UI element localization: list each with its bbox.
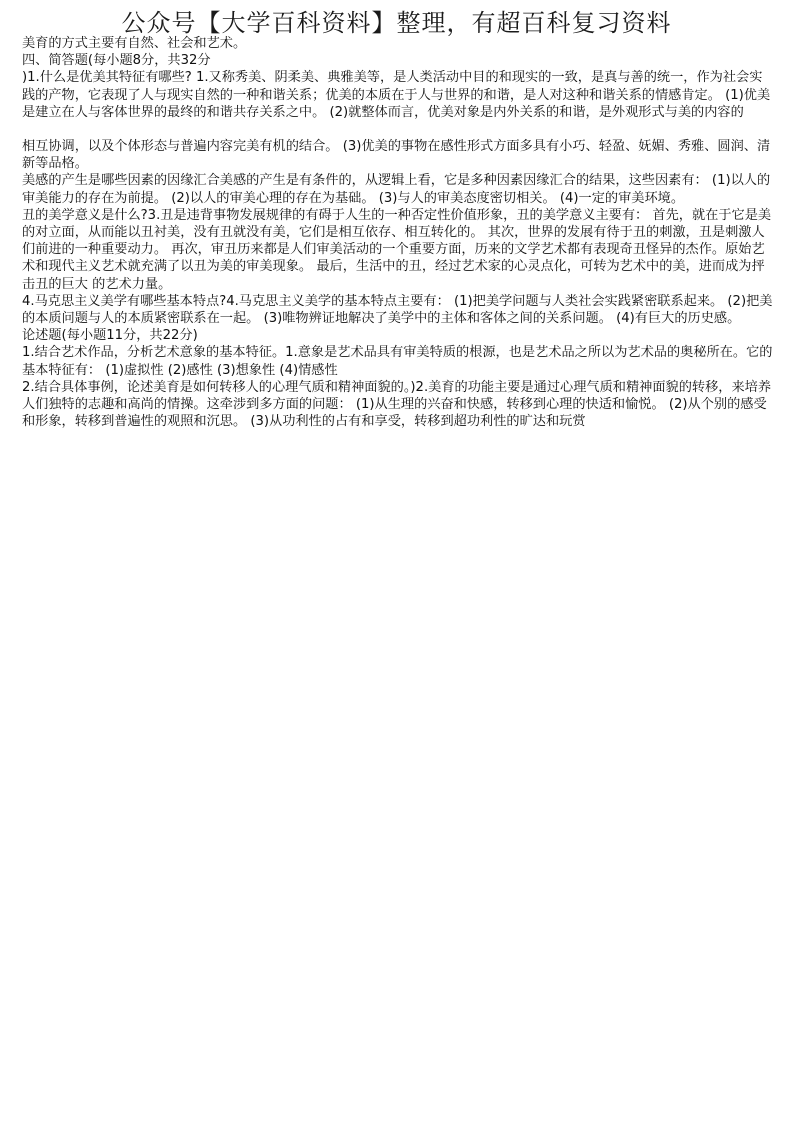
paragraph-aesthetic-education-methods: 美育的方式主要有自然、社会和艺术。 — [22, 36, 247, 51]
section-heading-essay: 论述题(每小题11分，共22分) — [22, 328, 198, 344]
paragraph-question-marxist-aesthetics: 4.马克思主义美学有哪些基本特点?4.马克思主义美学的基本特点主要有： (1)把美学问题与人类社会实践紧密联系起来。 (2)把美的本质问题与人的本质紧密联系在一起。 (3)唯物辨证地解决了美学中的主体和客体之间的关系问题。 (4)有巨大的历史感。 — [22, 293, 773, 327]
paragraph-gap — [22, 121, 774, 138]
paragraph-question-art-imagery: 1.结合艺术作品，分析艺术意象的基本特征。1.意象是艺术品具有审美特质的根源，也是艺术品之所以为艺术品的奥秘所在。它的基本特征有： (1)虚拟性 (2)感性 (3)想象性 (4)情感性 — [22, 345, 773, 378]
paragraph-beauty-continued: 相互协调，以及个体形态与普遍内容完美有机的结合。 (3)优美的事物在感性形式方面多具有小巧、轻盈、妩媚、秀雅、圆润、清新等品格。 — [22, 139, 771, 172]
page-header: 公众号【大学百科资料】整理，有超百科复习资料 — [121, 9, 672, 37]
paragraph-question-aesthetic-education: 2.结合具体事例，论述美育是如何转移人的心理气质和精神面貌的。)2.美育的功能主要是通过心理气质和精神面貌的转移，来培养人们独特的志趣和高尚的情操。这牵涉到多方面的问题： (1)从生理的兴奋和快感，转移到心理的快适和愉悦。 (2)从个别的感受和形象，转移到普遍性的观照和沉思。 (3)从功利性的占有和享受，转移到超功利性的旷达和玩赏 — [22, 379, 772, 430]
paragraph-question-aesthetic-sense: 美感的产生是哪些因素的因缘汇合美感的产生是有条件的，从逻辑上看，它是多种因素因缘汇合的结果，这些因素有： (1)以人的审美能力的存在为前提。 (2)以人的审美心理的存在为基础。 (3)与人的审美态度密切相关。 (4)一定的审美环境。 — [22, 173, 771, 206]
section-heading-short-answer: 四、简答题(每小题8分，共32分 — [22, 53, 211, 69]
paragraph-question-beauty: )1.什么是优美其特征有哪些? 1.又称秀美、阴柔美、典雅美等，是人类活动中目的和现实的一致，是真与善的统一，作为社会实践的产物，它表现了人与现实自然的一种和谐关系；优美的本质在于人与世界的和谐，是人对这种和谐关系的情感肯定。 (1)优美是建立在人与客体世界的最终的和谐共存关系之中。 (2)就整体而言，优美对象是内外关系的和谐，是外观形式与美的内容的 — [22, 70, 771, 120]
document-body — [22, 35, 774, 430]
paragraph-question-ugliness: 丑的美学意义是什么?3.丑是违背事物发展规律的有碍于人生的一种否定性价值形象，丑的美学意义主要有： 首先，就在于它是美的对立面，从而能以丑衬美，没有丑就没有美，它们是相互依存、相互转化的。 其次，世界的发展有待于丑的刺激，丑是刺激人们前进的一种重要动力。 再次，审丑历来都是人们审美活动的一个重要方面，历来的文学艺术都有表现奇丑怪异的杰作。原始艺术和现代主义艺术就充满了以丑为美的审美现象。 最后，生活中的丑，经过艺术家的心灵点化，可转为艺术中的美，进而成为抨击丑的巨大 的艺术力量。 — [22, 207, 772, 292]
